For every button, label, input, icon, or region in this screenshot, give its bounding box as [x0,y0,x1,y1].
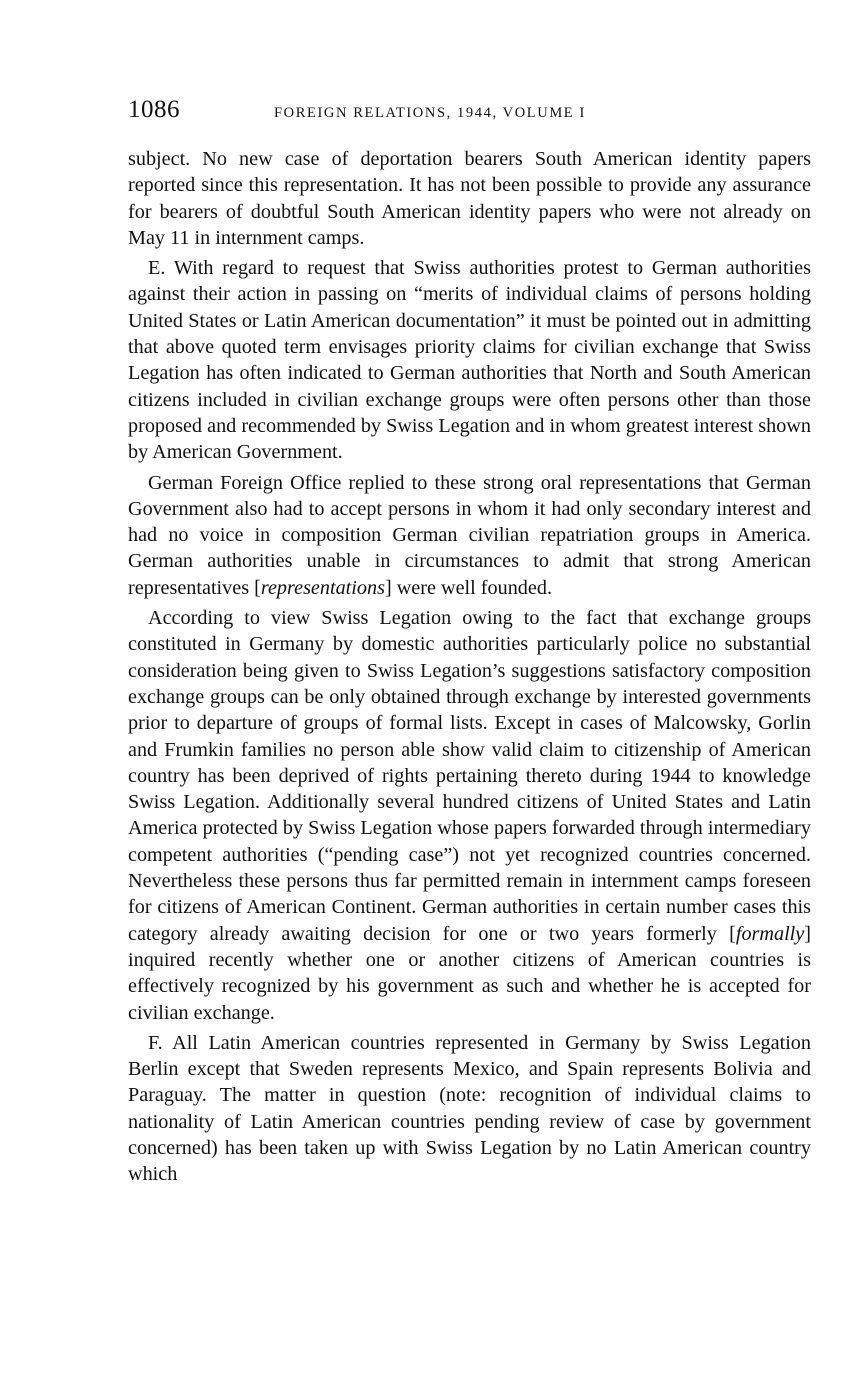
paragraph-text: ] inquired recently whether one or another citizens of American countries is effectively recognized by his government as such and whether he is accepted for civilian exchange. [128,922,811,1024]
editorial-correction: representations [260,576,385,599]
paragraph-continuation: subject. No new case of deportation bearers South American identity papers reported since this representation. It has not been possible to provide any assurance for bearers of doubtful South American identity papers who were not already on May 11 in internment camps. [128,148,811,249]
paragraph-german-reply [128,470,811,601]
body-text [128,146,811,1188]
document-page [128,96,811,1192]
paragraph-text: German Foreign Office replied to these strong oral representations that German Government also had to accept persons in whom it had only secondary interest and had no voice in composition German civilian repatriation groups in America. German authorities unable in circumstances to admit that strong American representatives [ [128,471,811,599]
paragraph-text: According to view Swiss Legation owing to the fact that exchange groups constituted in Germany by domestic authorities particularly police no substantial consideration being given to Swiss Legation’s suggestions satisfactory composition exchange groups can be only obtained through exchange by interested governments prior to departure of groups of formal lists. Except in cases of Malcowsky, Gorlin and Frumkin families no person able show valid claim to citizenship of American country has been deprived of rights pertaining thereto during 1944 to knowledge Swiss Legation. Additionally several hundred citizens of United States and Latin America protected by Swiss Legation whose papers forwarded through intermediary competent authorities (“pending case”) not yet recognized countries concerned. Nevertheless these persons thus far permitted remain in internment camps foreseen for citizens of American Continent. German authorities in certain number cases this category already awaiting decision for one or two years formerly [ [128,607,811,945]
paragraph-text: ] were well founded. [384,576,552,599]
running-head [128,96,811,136]
paragraph-f: F. All Latin American countries represented in Germany by Swiss Legation Berlin except that Sweden represents Mexico, and Spain represents Bolivia and Paraguay. The matter in question (note: recognition of individual claims to nationality of Latin American countries pending review of case by government concerned) has been taken up with Swiss Legation by no Latin American country which [128,1031,811,1186]
editorial-correction: formally [735,922,805,945]
paragraph-e: E. With regard to request that Swiss authorities protest to German authorities against their action in passing on “merits of individual claims of persons holding United States or Latin American documentation” it must be pointed out in admitting that above quoted term envisages priority claims for civilian exchange that Swiss Legation has often indicated to German authorities that North and South American citizens included in civilian exchange groups were often persons other than those proposed and recommended by Swiss Legation and in whom greatest interest shown by American Government. [128,257,811,464]
paragraph-swiss-view [128,605,811,1026]
running-head-title: FOREIGN RELATIONS, 1944, VOLUME I [274,105,586,121]
page-number: 1086 [128,96,180,123]
